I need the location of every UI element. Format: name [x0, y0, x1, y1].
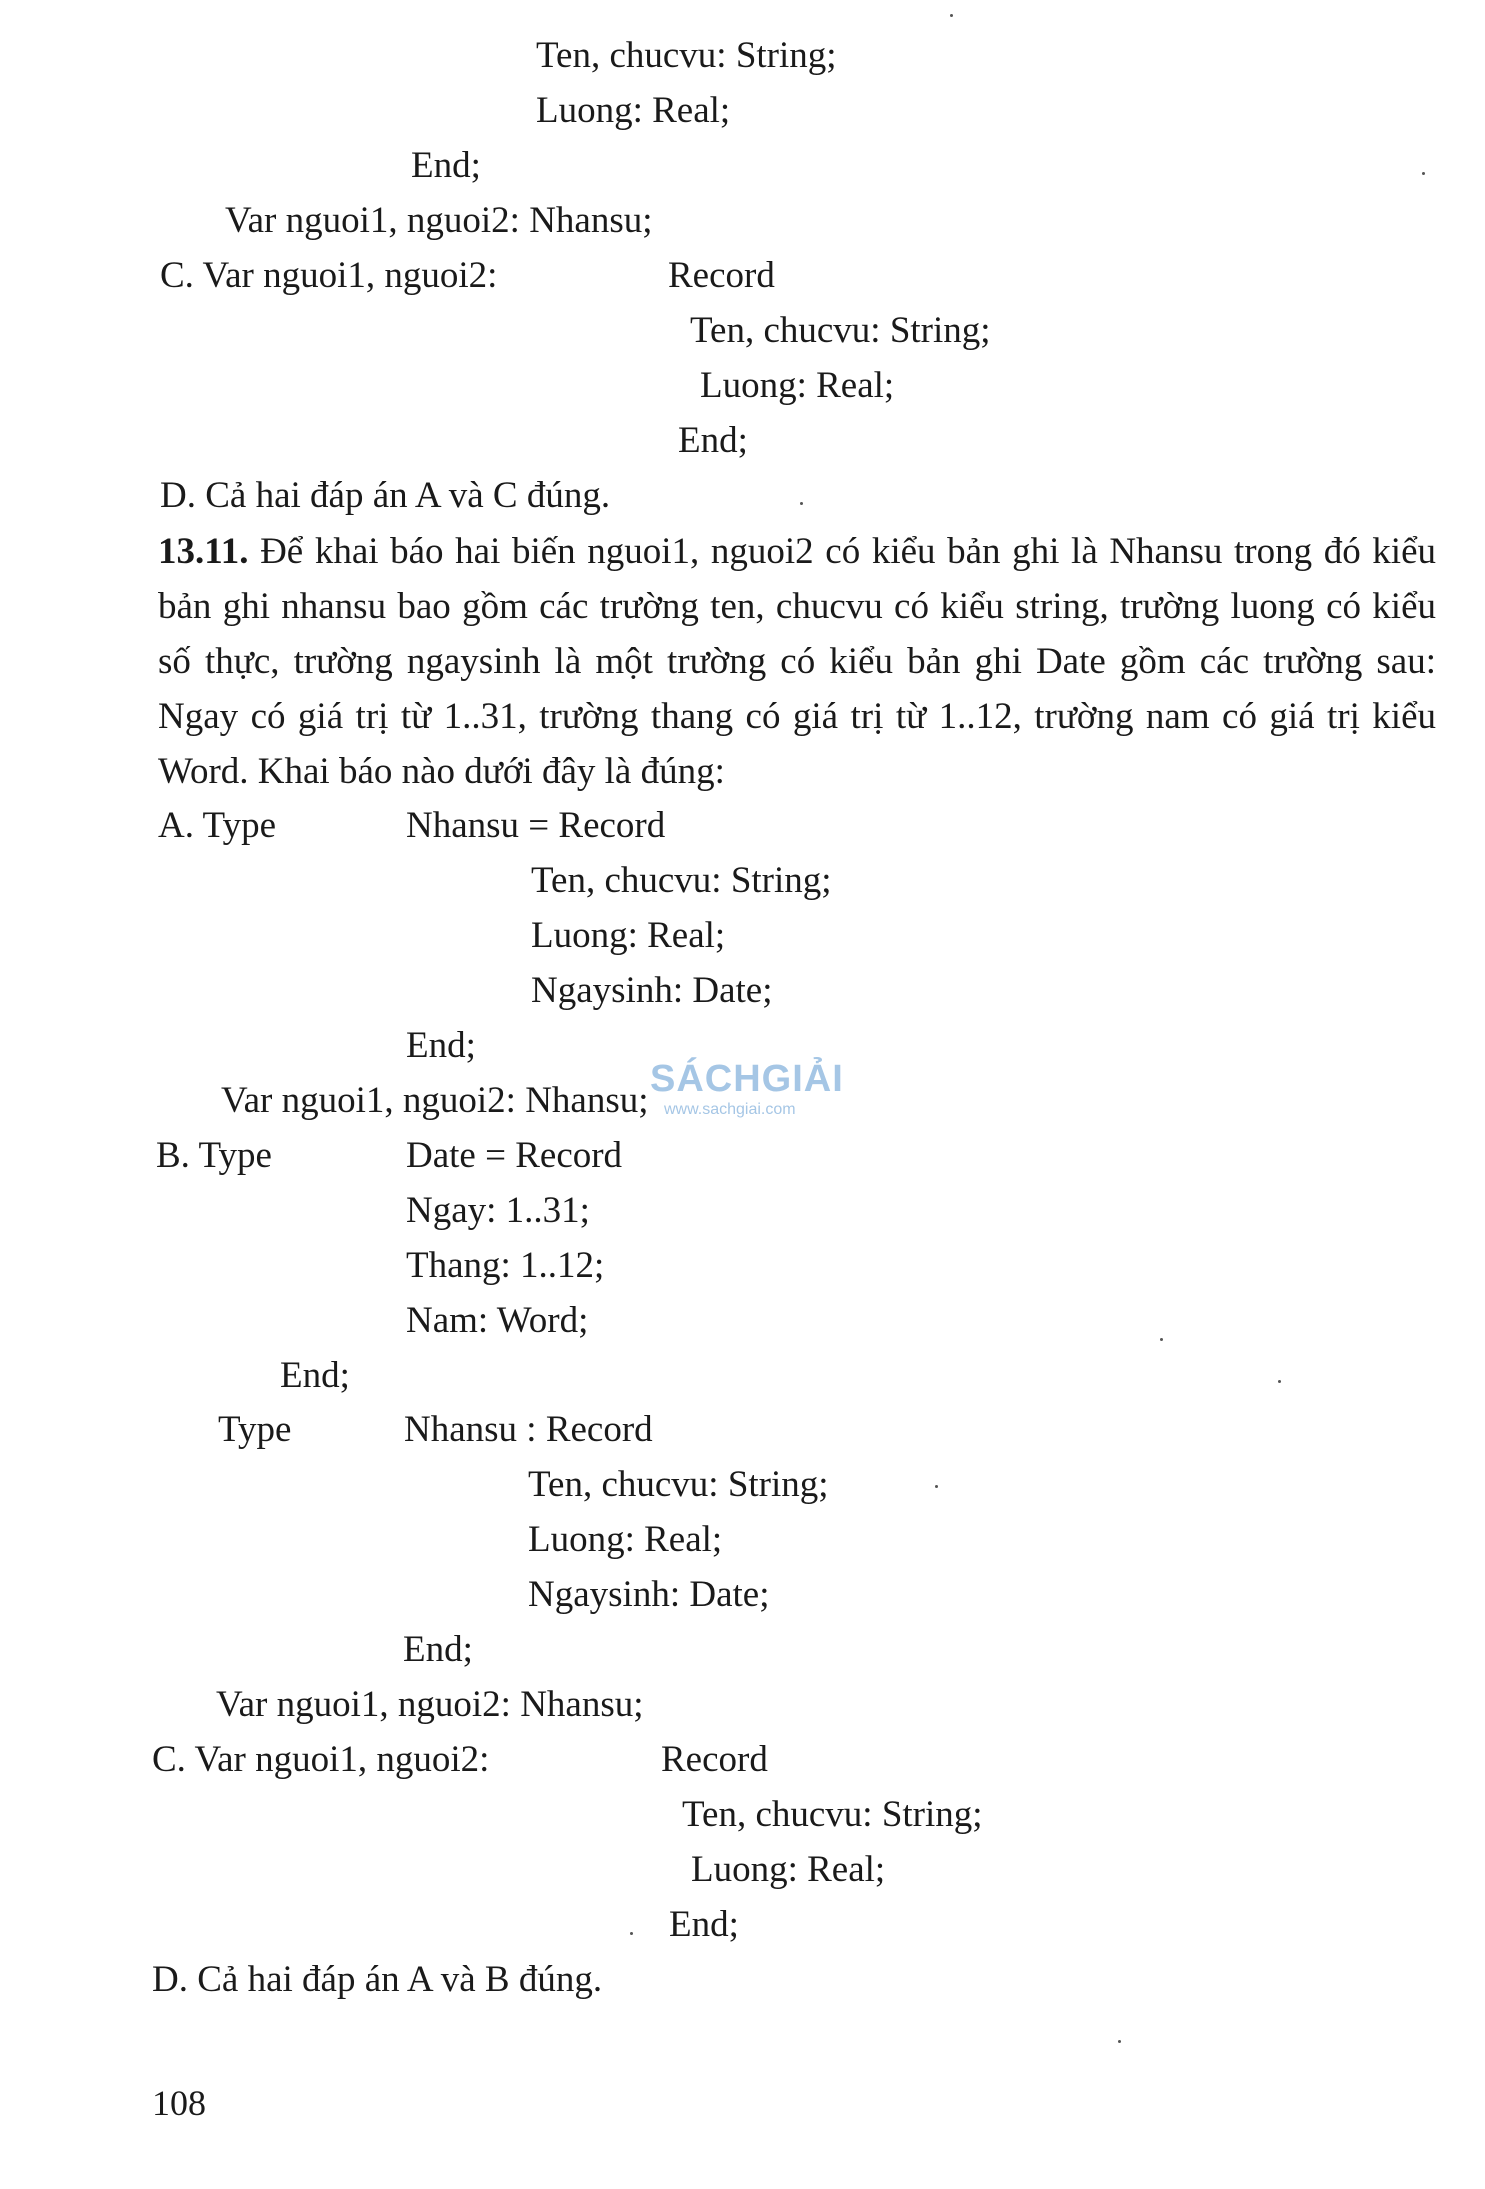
- code-line: End;: [669, 1904, 739, 1945]
- code-line: End;: [411, 145, 481, 186]
- scan-speck: [630, 1932, 633, 1935]
- code-line: Var nguoi1, nguoi2: Nhansu;: [225, 200, 653, 241]
- code-line: Record: [661, 1739, 768, 1780]
- question-paragraph: [158, 524, 1436, 799]
- code-line: End;: [280, 1355, 350, 1396]
- code-line: Luong: Real;: [531, 915, 726, 956]
- scan-speck: [935, 1485, 938, 1488]
- code-line: Var nguoi1, nguoi2: Nhansu;: [221, 1080, 649, 1121]
- option-d-previous: D. Cả hai đáp án A và C đúng.: [160, 475, 611, 516]
- watermark-url: www.sachgiai.com: [664, 1101, 796, 1118]
- scan-speck: [950, 14, 953, 17]
- question-text: Để khai báo hai biến nguoi1, nguoi2 có kiểu bản ghi là Nhansu trong đó kiểu bản ghi nhansu bao gồm các trường ten, chucvu có kiểu string, trường luong có kiểu số thực, trường ngaysinh là một trường có kiểu bản ghi Date gồm các trường sau: Ngay có giá trị từ 1..31, trường thang có giá trị từ 1..12, trường nam có giá trị kiểu Word. Khai báo nào dưới đây là đúng:: [158, 531, 1436, 792]
- code-line: Luong: Real;: [536, 90, 731, 131]
- scan-speck: [800, 502, 803, 505]
- option-label: B. Type: [156, 1135, 272, 1176]
- scan-speck: [1160, 1338, 1163, 1341]
- watermark-logo-text: SÁCHGIẢI: [650, 1058, 844, 1100]
- code-line: Ten, chucvu: String;: [531, 860, 832, 901]
- code-line: Ten, chucvu: String;: [690, 310, 991, 351]
- code-line: Type: [218, 1409, 292, 1450]
- option-label: A. Type: [158, 805, 276, 846]
- code-line: Ngay: 1..31;: [406, 1190, 590, 1231]
- code-line: Ten, chucvu: String;: [528, 1464, 829, 1505]
- code-line: Date = Record: [406, 1135, 623, 1176]
- code-line: Record: [668, 255, 775, 296]
- code-line: Luong: Real;: [700, 365, 895, 406]
- code-line: Ten, chucvu: String;: [682, 1794, 983, 1835]
- code-line: Thang: 1..12;: [406, 1245, 605, 1286]
- scan-speck: [1422, 172, 1425, 175]
- code-line: Nhansu = Record: [406, 805, 666, 846]
- code-line: Nhansu : Record: [404, 1409, 653, 1450]
- watermark-logo: [650, 1058, 844, 1119]
- scan-speck: [1278, 1380, 1281, 1383]
- code-line: End;: [403, 1629, 473, 1670]
- option-d: D. Cả hai đáp án A và B đúng.: [152, 1959, 603, 2000]
- code-line: Luong: Real;: [528, 1519, 723, 1560]
- page-number: 108: [152, 2083, 206, 2123]
- question-number: 13.11.: [158, 531, 249, 572]
- code-line: End;: [678, 420, 748, 461]
- code-line: End;: [406, 1025, 476, 1066]
- code-line: Var nguoi1, nguoi2: Nhansu;: [216, 1684, 644, 1725]
- scan-speck: [1118, 2040, 1121, 2043]
- code-line: Luong: Real;: [691, 1849, 886, 1890]
- code-line: Ten, chucvu: String;: [536, 35, 837, 76]
- option-label: C. Var nguoi1, nguoi2:: [160, 255, 498, 296]
- code-line: Ngaysinh: Date;: [531, 970, 773, 1011]
- code-line: Ngaysinh: Date;: [528, 1574, 770, 1615]
- code-line: Nam: Word;: [406, 1300, 589, 1341]
- option-label: C. Var nguoi1, nguoi2:: [152, 1739, 490, 1780]
